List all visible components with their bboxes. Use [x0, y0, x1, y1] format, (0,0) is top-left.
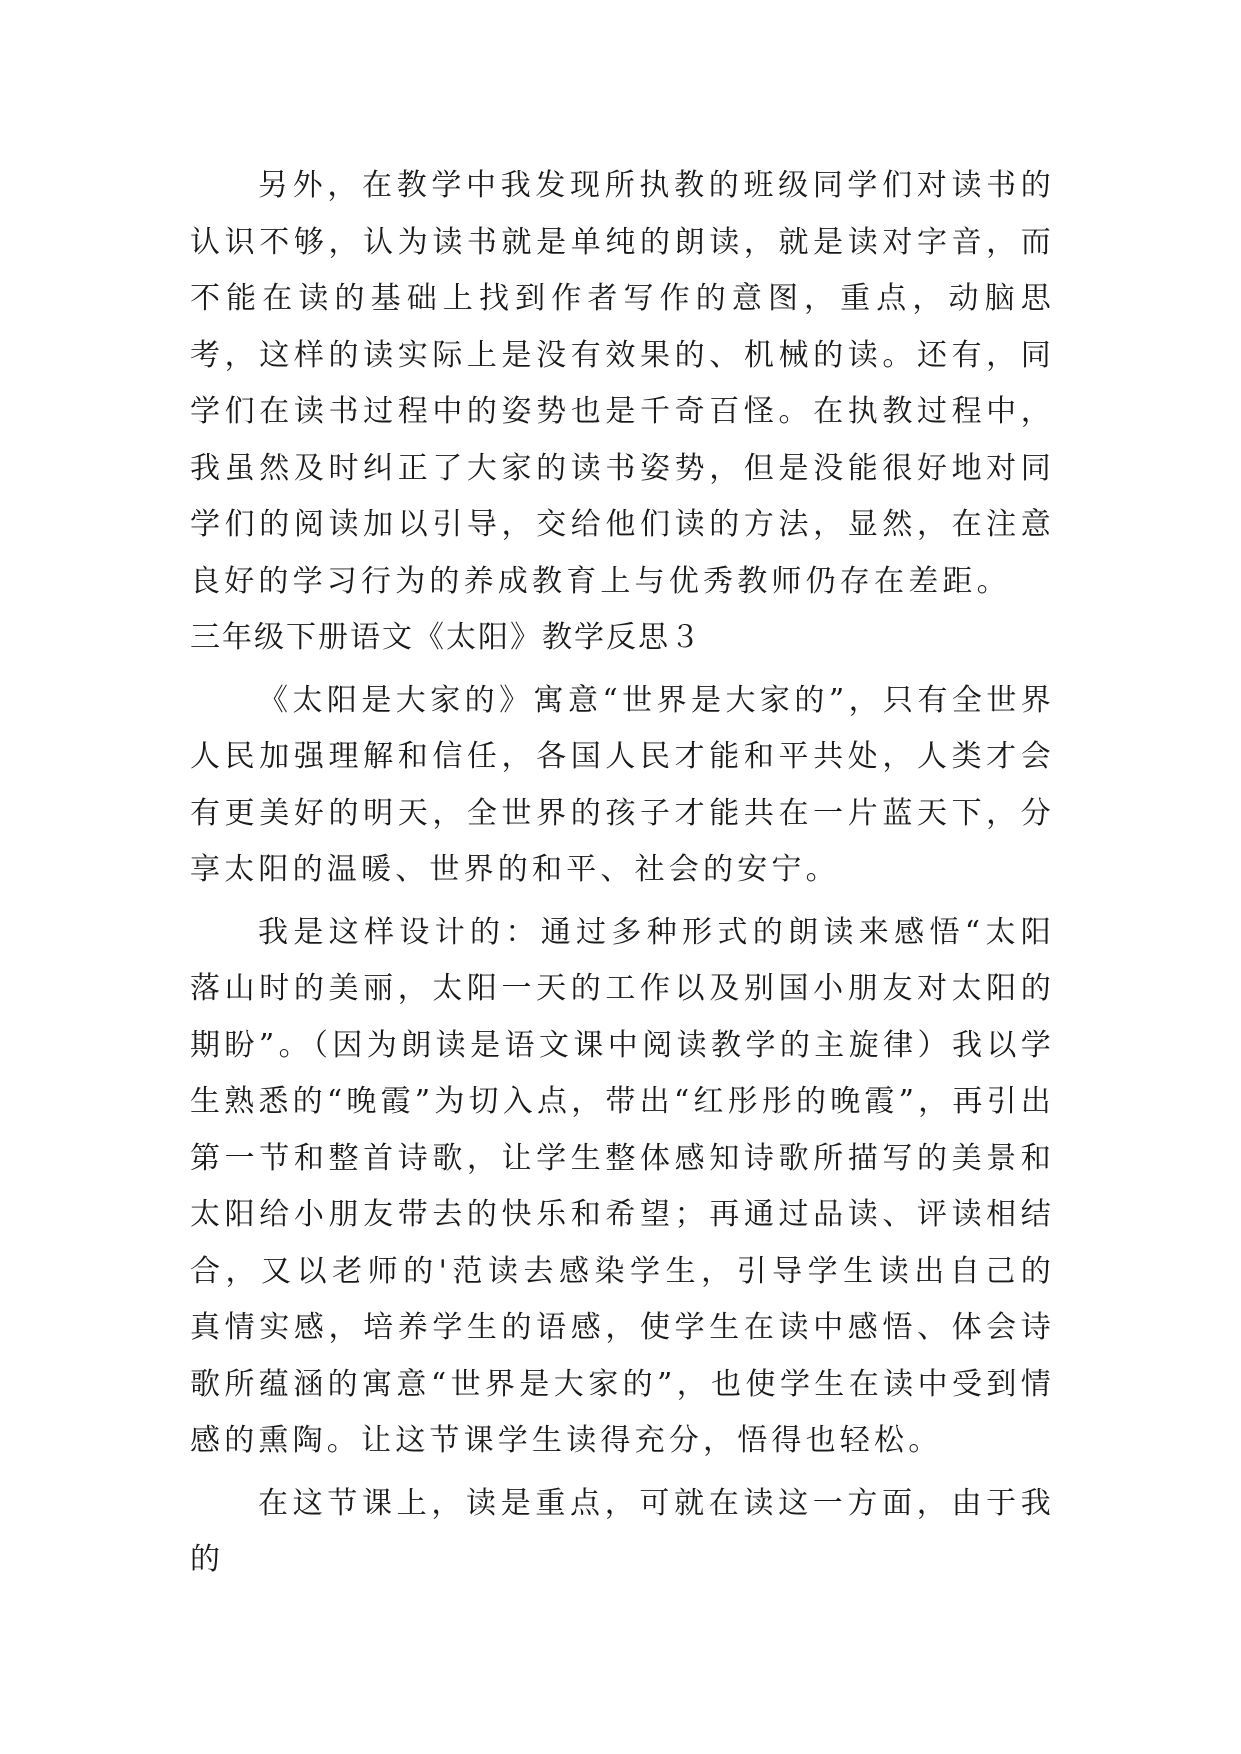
section-heading: 三年级下册语文《太阳》教学反思３: [190, 620, 702, 655]
paragraph-reading-focus: 在这节课上，读是重点，可就在读这一方面，由于我的: [190, 1485, 1055, 1577]
paragraph-lesson-meaning: 《太阳是大家的》寓意“世界是大家的”，只有全世界人民加强理解和信任，各国人民才能和平共处，人类才会有更美好的明天，全世界的孩子才能共在一片蓝天下，分享太阳的温暖、世界的和平、社会的安宁。: [190, 682, 1055, 887]
paragraph-lesson-design: 我是这样设计的：通过多种形式的朗读来感悟“太阳落山时的美丽，太阳一天的工作以及别国小朋友对太阳的期盼”。（因为朗读是语文课中阅读教学的主旋律）我以学生熟悉的“晚霞”为切入点，带出“红彤彤的晚霞”，再引出第一节和整首诗歌，让学生整体感知诗歌所描写的美景和太阳给小朋友带去的快乐和希望；再通过品读、评读相结合，又以老师的'范读去感染学生，引导学生读出自己的真情实感，培养学生的语感，使学生在读中感悟、体会诗歌所蕴涵的寓意“世界是大家的”，也使学生在读中受到情感的熏陶。让这节课学生读得充分，悟得也轻松。: [190, 914, 1055, 1458]
paragraph-reading-awareness: 另外，在教学中我发现所执教的班级同学们对读书的认识不够，认为读书就是单纯的朗读，就是读对字音，而不能在读的基础上找到作者写作的意图，重点，动脑思考，这样的读实际上是没有效果的、机械的读。还有，同学们在读书过程中的姿势也是千奇百怪。在执教过程中，我虽然及时纠正了大家的读书姿势，但是没能很好地对同学们的阅读加以引导，交给他们读的方法，显然，在注意良好的学习行为的养成教育上与优秀教师仍存在差距。: [190, 168, 1055, 599]
document-body: [190, 158, 1055, 1589]
